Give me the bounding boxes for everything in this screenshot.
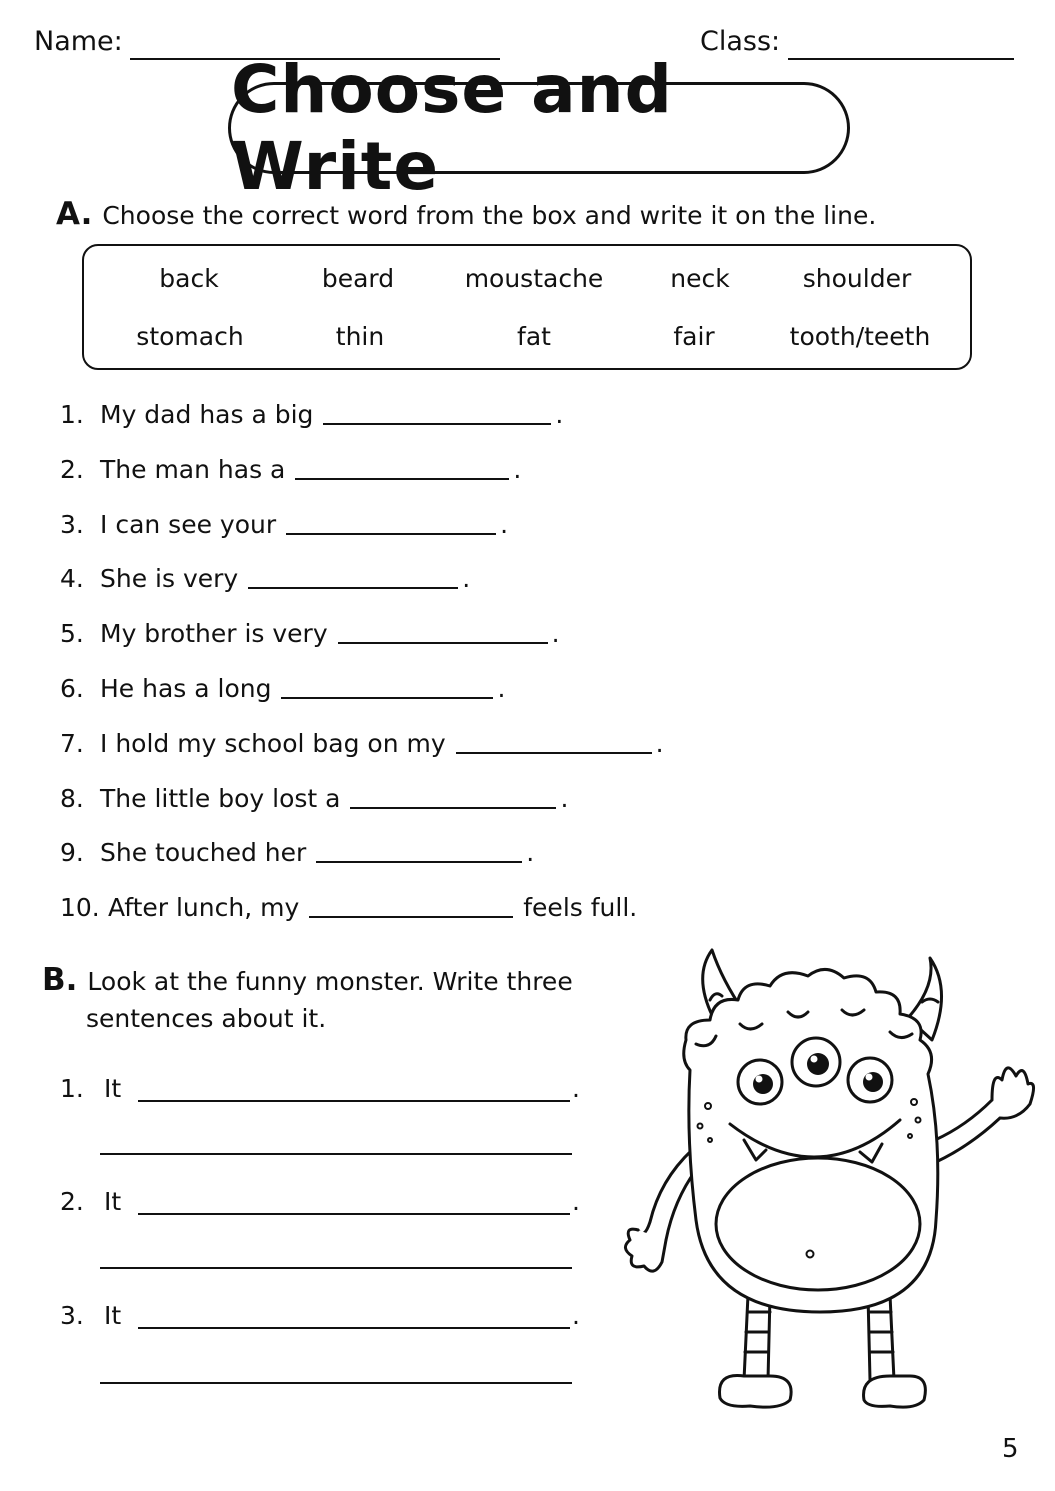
- b-item-1-start: It: [104, 1074, 122, 1103]
- word-neck: neck: [670, 264, 730, 293]
- b-item-1-line-1[interactable]: [138, 1100, 570, 1102]
- answer-blank-6[interactable]: [281, 696, 493, 699]
- section-a-letter: A.: [56, 196, 93, 232]
- sentence-3: 3. I can see your .: [60, 510, 509, 539]
- class-label: Class:: [700, 26, 781, 57]
- section-b-text-2: sentences about it.: [86, 1004, 327, 1033]
- b-item-2-end: .: [572, 1187, 580, 1216]
- sentence-1: 1. My dad has a big .: [60, 400, 564, 429]
- sentence-5: 5. My brother is very .: [60, 619, 560, 648]
- answer-blank-8[interactable]: [350, 806, 556, 809]
- b-item-3-number: 3.: [60, 1301, 84, 1330]
- answer-blank-7[interactable]: [456, 751, 652, 754]
- name-label: Name:: [34, 26, 123, 57]
- sentence-7: 7. I hold my school bag on my .: [60, 729, 664, 758]
- sentence-9: 9. She touched her .: [60, 838, 535, 867]
- word-fat: fat: [517, 322, 551, 351]
- b-item-3-end: .: [572, 1301, 580, 1330]
- b-item-3-line-2[interactable]: [100, 1382, 572, 1384]
- answer-blank-1[interactable]: [323, 422, 551, 425]
- monster-icon: [620, 940, 1040, 1420]
- word-beard: beard: [321, 264, 395, 293]
- b-item-2-start: It: [104, 1187, 122, 1216]
- word-shoulder: shoulder: [802, 264, 912, 293]
- answer-blank-4[interactable]: [248, 586, 458, 589]
- sentence-4: 4. She is very .: [60, 564, 471, 593]
- b-item-2-number: 2.: [60, 1187, 84, 1216]
- answer-blank-9[interactable]: [316, 860, 522, 863]
- b-item-1-line-2[interactable]: [100, 1153, 572, 1155]
- section-a-instruction: [56, 196, 876, 232]
- b-item-2-line-1[interactable]: [138, 1213, 570, 1215]
- answer-blank-2[interactable]: [295, 477, 509, 480]
- worksheet-title: Choose and Write: [228, 82, 850, 174]
- word-moustache: moustache: [464, 264, 604, 293]
- answer-blank-5[interactable]: [338, 641, 548, 644]
- section-b-text-1: Look at the funny monster. Write three: [87, 967, 573, 996]
- b-item-3-line-1[interactable]: [138, 1327, 570, 1329]
- sentence-8: 8. The little boy lost a .: [60, 784, 569, 813]
- sentence-10: 10. After lunch, my feels full.: [60, 893, 638, 922]
- b-item-1-number: 1.: [60, 1074, 84, 1103]
- word-back: back: [159, 264, 219, 293]
- answer-blank-10[interactable]: [309, 915, 513, 918]
- section-b-instruction: [42, 962, 573, 998]
- b-item-1-end: .: [572, 1074, 580, 1103]
- sentence-2: 2. The man has a .: [60, 455, 522, 484]
- word-thin: thin: [335, 322, 385, 351]
- b-item-3-start: It: [104, 1301, 122, 1330]
- word-box: [82, 244, 972, 370]
- section-a-text: Choose the correct word from the box and write it on the line.: [102, 201, 877, 230]
- section-b-letter: B.: [42, 962, 78, 998]
- sentence-6: 6. He has a long .: [60, 674, 506, 703]
- word-stomach: stomach: [136, 322, 244, 351]
- word-tooth-teeth: tooth/teeth: [789, 322, 931, 351]
- b-item-2-line-2[interactable]: [100, 1267, 572, 1269]
- answer-blank-3[interactable]: [286, 532, 496, 535]
- page-number: 5: [1002, 1434, 1019, 1464]
- word-fair: fair: [673, 322, 715, 351]
